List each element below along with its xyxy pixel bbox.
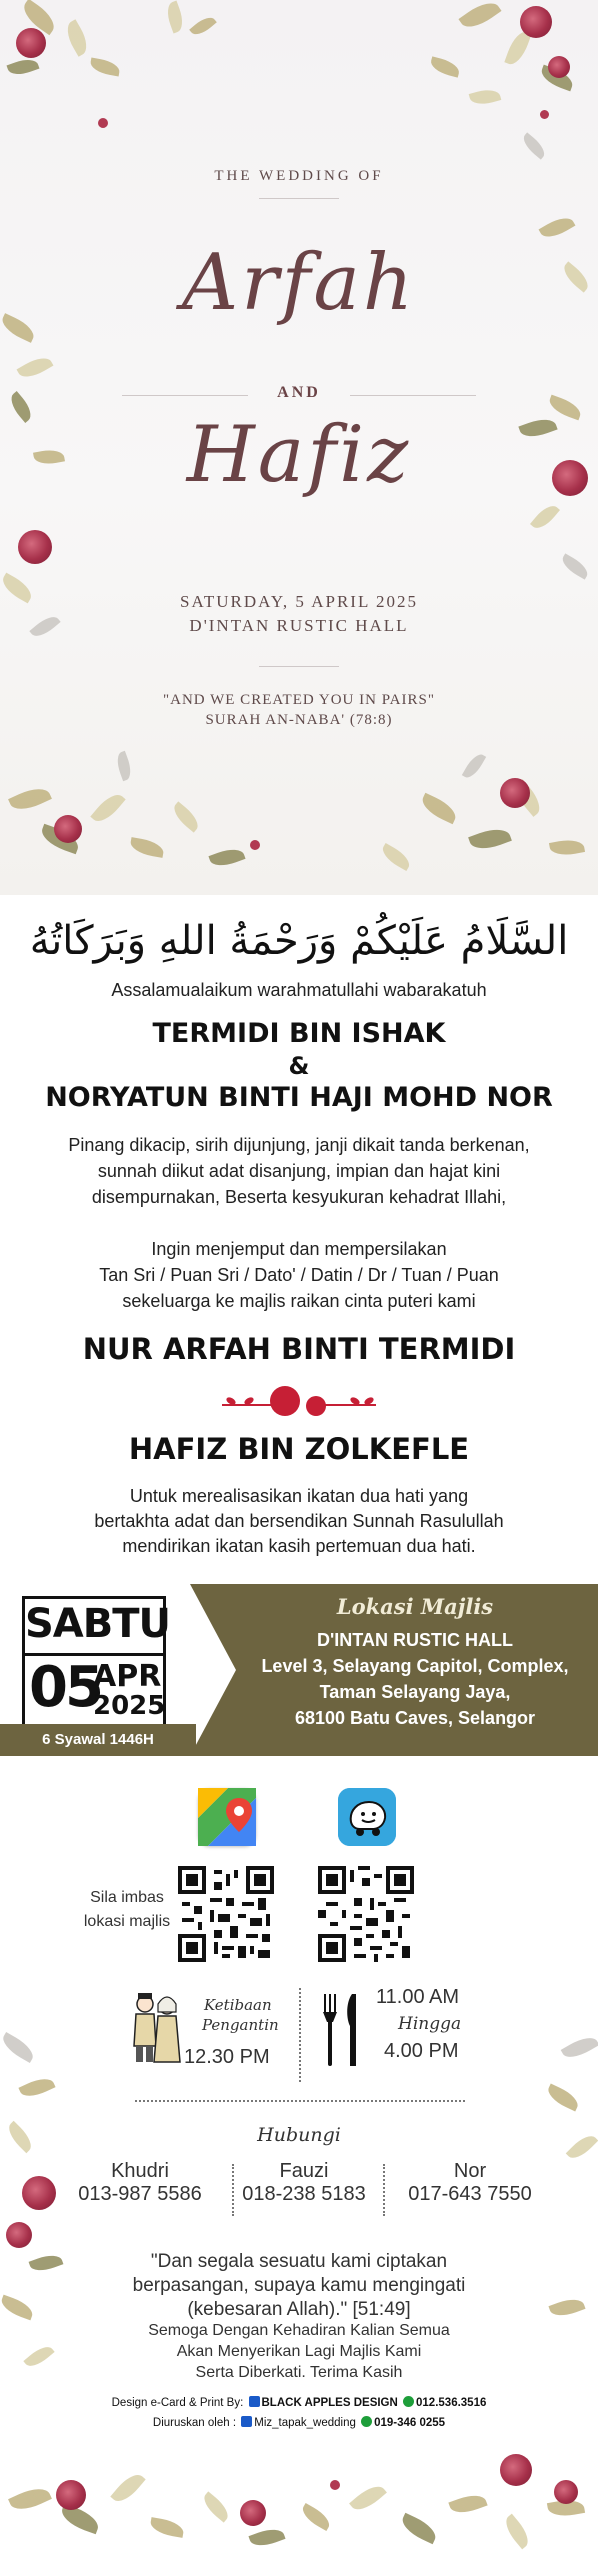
pantun-paragraph xyxy=(0,1132,598,1210)
groom-script-name: Hafiz xyxy=(186,410,412,500)
father-name: TERMIDI BIN ISHAK xyxy=(152,1018,446,1049)
contact-phone[interactable]: 017-643 7550 xyxy=(408,2183,532,2205)
text-line: bertakhta adat dan bersendikan Sunnah Rasulullah xyxy=(94,1511,504,1531)
divider-line xyxy=(135,2100,465,2102)
text-line: "Dan segala sesuatu kami ciptakan xyxy=(150,2251,448,2272)
venue-address-line: Level 3, Selayang Capitol, Complex, xyxy=(261,1656,569,1676)
cutlery-icon xyxy=(320,1992,364,2068)
text-line: Akan Menyerikan Lagi Majlis Kami xyxy=(176,2343,422,2360)
facebook-icon xyxy=(241,2416,252,2427)
divider-line xyxy=(350,395,476,396)
contact-phone[interactable]: 013-987 5586 xyxy=(78,2183,202,2205)
text-line: Sila imbas xyxy=(90,1889,164,1906)
google-maps-qr-code[interactable] xyxy=(178,1866,274,1962)
and-divider xyxy=(0,384,598,408)
floral-decoration-footer xyxy=(0,2440,598,2560)
event-day: SABTU xyxy=(25,1601,171,1647)
facebook-icon xyxy=(249,2396,260,2407)
contact-item xyxy=(216,2160,392,2206)
text-line: disempurnakan, Beserta kesyukuran kehadrat Illahi, xyxy=(91,1187,507,1207)
credit-name: BLACK APPLES DESIGN xyxy=(261,2397,398,2409)
divider-line xyxy=(259,198,339,199)
text-line: sekeluarga ke majlis raikan cinta puteri kami xyxy=(122,1291,476,1311)
arabic-greeting: السَّلَامُ عَلَيْكُمْ وَرَحْمَةُ اللهِ وَبَرَكَاتُهُ xyxy=(29,918,569,964)
managed-credit xyxy=(0,2416,598,2429)
hero-date: SATURDAY, 5 APRIL 2025 xyxy=(180,592,418,611)
heart-icon xyxy=(270,1386,300,1416)
google-maps-icon[interactable] xyxy=(198,1788,256,1846)
hijri-date: 6 Syawal 1446H xyxy=(0,1724,196,1756)
contact-phone[interactable]: 018-238 5183 xyxy=(242,2183,366,2205)
salam-greeting: Assalamualaikum warahmatullahi wabarakatuh xyxy=(111,980,487,1000)
contact-name: Khudri xyxy=(111,2160,169,2182)
venue-caption: Lokasi Majlis xyxy=(336,1594,494,1619)
text-line: Untuk merealisasikan ikatan dua hati yang xyxy=(129,1486,469,1506)
hero-verse-reference: SURAH AN-NABA' (78:8) xyxy=(205,712,393,728)
text-line: Tan Sri / Puan Sri / Dato' / Datin / Dr / Tuan / Puan xyxy=(99,1265,499,1285)
credit-label: Diuruskan oleh : xyxy=(152,2417,237,2429)
event-year: 2025 xyxy=(93,1691,166,1721)
text-line: Semoga Dengan Kehadiran Kalian Semua xyxy=(148,2322,450,2339)
bride-full-name: NUR ARFAH BINTI TERMIDI xyxy=(82,1332,516,1366)
start-time: 11.00 AM xyxy=(376,1986,460,2008)
whatsapp-icon xyxy=(403,2396,414,2407)
credit-phone[interactable]: 012.536.3516 xyxy=(416,2397,487,2409)
text-line: mendirikan ikatan kasih pertemuan dua hati. xyxy=(122,1536,476,1556)
contact-item xyxy=(382,2160,558,2206)
credit-label: Design e-Card & Print By: xyxy=(111,2397,244,2409)
closing-quote xyxy=(0,2250,598,2322)
text-line: berpasangan, supaya kamu mengingati xyxy=(132,2275,466,2296)
groom-full-name: HAFIZ BIN ZOLKEFLE xyxy=(128,1432,470,1466)
venue-name: D'INTAN RUSTIC HALL xyxy=(317,1630,513,1650)
arrival-label: Pengantin xyxy=(202,2016,279,2034)
credit-phone[interactable]: 019-346 0255 xyxy=(374,2417,446,2429)
text-line: Ingin menjemput dan mempersilakan xyxy=(151,1239,447,1259)
text-line: lokasi majlis xyxy=(83,1913,171,1930)
scan-instruction xyxy=(62,1886,192,1934)
until-label: Hingga xyxy=(398,2014,462,2034)
design-credit xyxy=(0,2396,598,2409)
credit-name: Miz_tapak_wedding xyxy=(254,2417,356,2429)
divider-line xyxy=(259,666,339,667)
hero-section xyxy=(0,0,598,895)
venue-address-line: Taman Selayang Jaya, xyxy=(319,1682,511,1702)
waze-icon[interactable] xyxy=(338,1788,396,1846)
contact-name: Nor xyxy=(453,2160,487,2182)
contact-item xyxy=(52,2160,228,2206)
venue-address-line: 68100 Batu Caves, Selangor xyxy=(294,1708,536,1728)
event-month: APR xyxy=(93,1659,162,1694)
contacts-title: Hubungi xyxy=(257,2124,341,2146)
event-date-number: 05 xyxy=(29,1655,101,1720)
text-line: Pinang dikacip, sirih dijunjung, janji dikait tanda berkenan, xyxy=(68,1135,530,1155)
end-time: 4.00 PM xyxy=(384,2040,459,2062)
heart-icon xyxy=(306,1396,326,1416)
purpose-paragraph xyxy=(0,1484,598,1559)
hero-verse: "AND WE CREATED YOU IN PAIRS" xyxy=(163,692,435,708)
closing-wishes xyxy=(0,2320,598,2383)
bride-script-name: Arfah xyxy=(181,238,417,328)
text-line: sunnah diikut adat disanjung, impian dan hajat kini xyxy=(97,1161,501,1181)
event-details-band xyxy=(0,1584,598,1756)
whatsapp-icon xyxy=(361,2416,372,2427)
text-line: Serta Diberkati. Terima Kasih xyxy=(195,2364,403,2381)
arrival-time: 12.30 PM xyxy=(184,2046,270,2068)
date-box xyxy=(22,1596,171,1728)
waze-qr-code[interactable] xyxy=(318,1866,414,1962)
text-line: (kebesaran Allah)." [51:49] xyxy=(187,2299,411,2320)
hero-venue: D'INTAN RUSTIC HALL xyxy=(189,616,409,635)
and-label: AND xyxy=(277,384,321,401)
the-wedding-of-label: THE WEDDING OF xyxy=(214,168,384,184)
divider-line xyxy=(299,1988,301,2082)
invite-paragraph xyxy=(0,1236,598,1314)
mother-name: NORYATUN BINTI HAJI MOHD NOR xyxy=(45,1082,553,1113)
arrival-label: Ketibaan xyxy=(204,1996,272,2014)
contact-name: Fauzi xyxy=(279,2160,329,2182)
ampersand: & xyxy=(288,1052,310,1080)
bride-groom-figure-icon xyxy=(130,1990,182,2066)
